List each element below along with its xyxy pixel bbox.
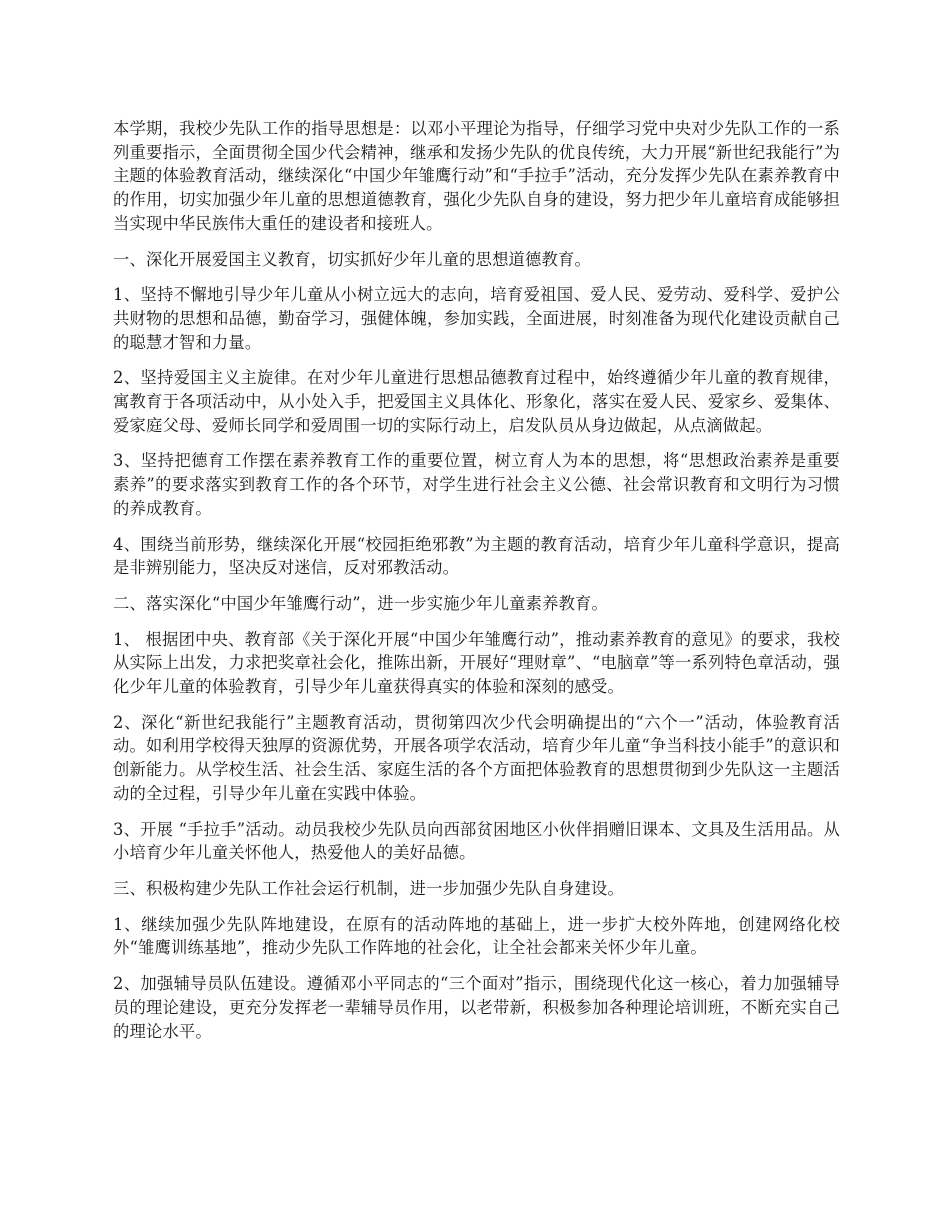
section-2-item-1: 1、 根据团中央、教育部《关于深化开展“中国少年雏鹰行动”，推动素养教育的意见》的要求，我校从实际上出发，力求把奖章社会化，推陈出新，开展好“理财章”、“电脑章”等一系列特色章活动，强化少年儿童的体验教育，引导少年儿童获得真实的体验和深刻的感受。: [113, 629, 840, 697]
intro-paragraph: 本学期，我校少先队工作的指导思想是：以邓小平理论为指导，仔细学习党中央对少先队工作的一系列重要指示，全面贯彻全国少代会精神，继承和发扬少先队的优良传统，大力开展“新世纪我能行”为主题的体验教育活动，继续深化“中国少年雏鹰行动”和“手拉手”活动，充分发挥少先队在素养教育中的作用，切实加强少年儿童的思想道德教育，强化少先队自身的建设，努力把少年儿童培育成能够担当实现中华民族伟大重任的建设者和接班人。: [113, 119, 840, 233]
section-1-item-4: 4、围绕当前形势，继续深化开展“校园拒绝邪教”为主题的教育活动，培育少年儿童科学意识，提高是非辨别能力，坚决反对迷信，反对邪教活动。: [113, 534, 840, 578]
section-3-item-2: 2、加强辅导员队伍建设。遵循邓小平同志的“三个面对”指示，围绕现代化这一核心，着力加强辅导员的理论建设，更充分发挥老一辈辅导员作用，以老带新，积极参加各种理论培训班，不断充实自己的理论水平。: [113, 974, 840, 1041]
section-1-item-2: 2、坚持爱国主义主旋律。在对少年儿童进行思想品德教育过程中，始终遵循少年儿童的教育规律，寓教育于各项活动中，从小处入手，把爱国主义具体化、形象化，落实在爱人民、爱家乡、爱集体、爱家庭父母、爱师长同学和爱周围一切的实际行动上，启发队员从身边做起，从点滴做起。: [113, 368, 840, 435]
section-heading-3: 三、积极构建少先队工作社会运行机制，进一步加强少先队自身建设。: [113, 878, 624, 898]
section-heading-1: 一、深化开展爱国主义教育，切实抓好少年儿童的思想道德教育。: [113, 249, 591, 269]
section-3-item-1: 1、继续加强少先队阵地建设，在原有的活动阵地的基础上，进一步扩大校外阵地，创建网络化校外“雏鹰训练基地”，推动少先队工作阵地的社会化，让全社会都来关怀少年儿童。: [113, 914, 840, 958]
section-2-item-2: 2、深化“新世纪我能行”主题教育活动，贯彻第四次少代会明确提出的“六个一”活动，体验教育活动。如利用学校得天独厚的资源优势，开展各项学农活动，培育少年儿童“争当科技小能手”的意识和创新能力。从学校生活、社会生活、家庭生活的各个方面把体验教育的思想贯彻到少先队这一主题活动的全过程，引导少年儿童在实践中体验。: [113, 712, 840, 803]
section-1-item-1: 1、坚持不懈地引导少年儿童从小树立远大的志向，培育爱祖国、爱人民、爱劳动、爱科学、爱护公共财物的思想和品德，勤奋学习，强健体魄，参加实践，全面进展，时刻准备为现代化建设贡献自己的聪慧才智和力量。: [113, 285, 840, 352]
section-1-item-3: 3、坚持把德育工作摆在素养教育工作的重要位置，树立育人为本的思想，将“思想政治素养是重要素养”的要求落实到教育工作的各个环节，对学生进行社会主义公德、社会常识教育和文明行为习惯的养成教育。: [113, 451, 840, 518]
section-heading-2: 二、落实深化“中国少年雏鹰行动”，进一步实施少年儿童素养教育。: [113, 593, 609, 613]
document-body: [113, 117, 840, 1055]
section-2-item-3: 3、开展 “手拉手”活动。动员我校少先队员向西部贫困地区小伙伴捐赠旧课本、文具及生活用品。从小培育少年儿童关怀他人，热爱他人的美好品德。: [113, 819, 840, 863]
